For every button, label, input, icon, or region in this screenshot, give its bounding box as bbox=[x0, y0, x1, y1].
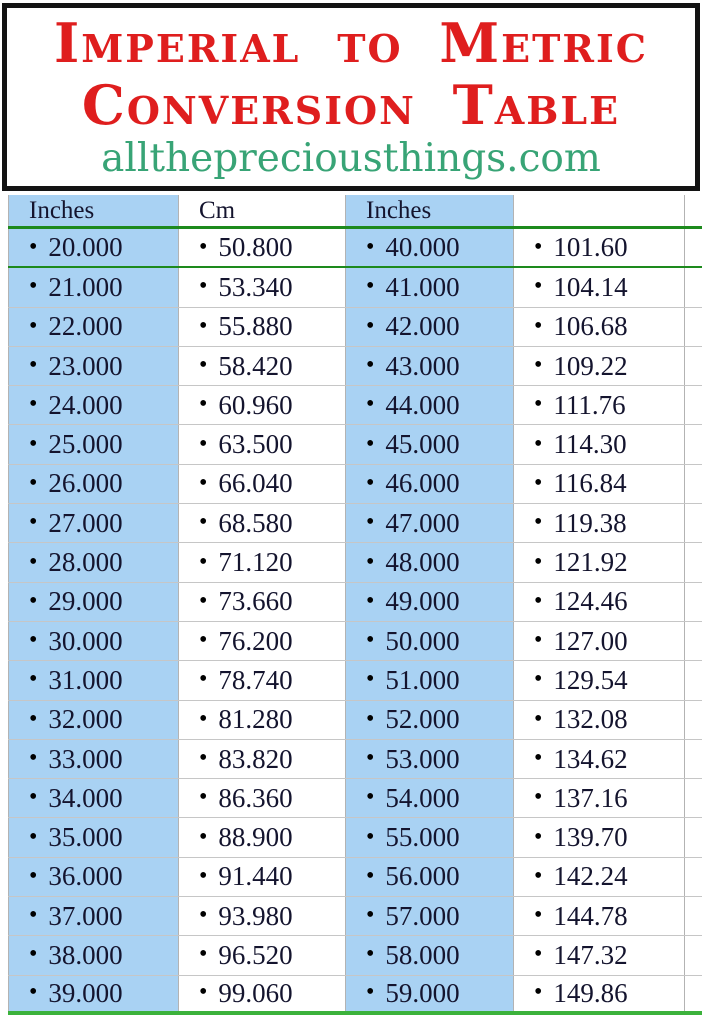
cm-cell-right bbox=[513, 897, 685, 935]
inches-cell-right bbox=[345, 701, 513, 739]
table-row bbox=[8, 543, 702, 582]
bullet-icon: • bbox=[534, 823, 543, 850]
bullet-icon: • bbox=[366, 509, 375, 536]
cm-value-left: 86.360 bbox=[218, 782, 293, 813]
conversion-table bbox=[0, 195, 702, 1015]
header-label-inches-2: Inches bbox=[366, 196, 432, 224]
page bbox=[0, 3, 702, 1024]
bullet-icon: • bbox=[199, 979, 208, 1006]
page-title-line1: Imperial to Metric bbox=[53, 11, 648, 75]
inches-value-right: 54.000 bbox=[385, 782, 460, 813]
row-filler bbox=[685, 425, 702, 463]
cm-cell-right bbox=[513, 936, 685, 974]
row-filler bbox=[685, 858, 702, 896]
bullet-icon: • bbox=[534, 784, 543, 811]
table-row bbox=[8, 622, 702, 661]
table-row bbox=[8, 268, 702, 307]
bullet-icon: • bbox=[366, 941, 375, 968]
cm-cell-left bbox=[178, 425, 345, 463]
table-row bbox=[8, 740, 702, 779]
cm-cell-right bbox=[513, 465, 685, 503]
inches-value-left: 28.000 bbox=[48, 547, 123, 578]
inches-cell-left bbox=[8, 661, 178, 699]
bullet-icon: • bbox=[366, 548, 375, 575]
table-row bbox=[8, 897, 702, 936]
cm-cell-left bbox=[178, 308, 345, 346]
header-label-cm-1: Cm bbox=[199, 196, 236, 224]
bullet-icon: • bbox=[29, 391, 38, 418]
inches-value-right: 42.000 bbox=[385, 311, 460, 342]
bullet-icon: • bbox=[534, 979, 543, 1006]
inches-value-right: 55.000 bbox=[385, 822, 460, 853]
row-filler bbox=[685, 936, 702, 974]
cm-value-left: 78.740 bbox=[218, 664, 293, 695]
bullet-icon: • bbox=[534, 548, 543, 575]
bullet-icon: • bbox=[29, 627, 38, 654]
inches-cell-left bbox=[8, 386, 178, 424]
inches-cell-right bbox=[345, 386, 513, 424]
cm-value-left: 55.880 bbox=[218, 311, 293, 342]
inches-value-right: 52.000 bbox=[385, 704, 460, 735]
cm-cell-left bbox=[178, 622, 345, 660]
row-filler bbox=[685, 268, 702, 306]
inches-cell-left bbox=[8, 701, 178, 739]
bullet-icon: • bbox=[199, 862, 208, 889]
cm-value-left: 76.200 bbox=[218, 625, 293, 656]
cm-value-left: 96.520 bbox=[218, 939, 293, 970]
table-row bbox=[8, 858, 702, 897]
bullet-icon: • bbox=[199, 233, 208, 260]
cm-cell-left bbox=[178, 504, 345, 542]
bullet-icon: • bbox=[366, 666, 375, 693]
cm-value-right: 114.30 bbox=[553, 429, 627, 460]
cm-cell-left bbox=[178, 818, 345, 856]
inches-value-right: 53.000 bbox=[385, 743, 460, 774]
row-filler bbox=[685, 504, 702, 542]
cm-value-left: 88.900 bbox=[218, 822, 293, 853]
cm-cell-right bbox=[513, 425, 685, 463]
bullet-icon: • bbox=[366, 273, 375, 300]
bullet-icon: • bbox=[29, 312, 38, 339]
bullet-icon: • bbox=[29, 784, 38, 811]
bullet-icon: • bbox=[366, 784, 375, 811]
table-row bbox=[8, 936, 702, 975]
bullet-icon: • bbox=[199, 902, 208, 929]
cm-value-right: 142.24 bbox=[553, 861, 628, 892]
inches-cell-right bbox=[345, 897, 513, 935]
bullet-icon: • bbox=[29, 548, 38, 575]
inches-cell-left bbox=[8, 740, 178, 778]
bullet-icon: • bbox=[29, 941, 38, 968]
inches-cell-left bbox=[8, 347, 178, 385]
inches-cell-right bbox=[345, 936, 513, 974]
conversion-table-body bbox=[8, 229, 702, 1015]
bullet-icon: • bbox=[29, 587, 38, 614]
row-filler bbox=[685, 543, 702, 581]
inches-cell-right bbox=[345, 347, 513, 385]
title-box bbox=[2, 3, 700, 191]
cm-cell-right bbox=[513, 740, 685, 778]
site-url: allthepreciousthings.com bbox=[101, 136, 601, 181]
bullet-icon: • bbox=[534, 587, 543, 614]
inches-value-left: 30.000 bbox=[48, 625, 123, 656]
cm-cell-left bbox=[178, 268, 345, 306]
table-row bbox=[8, 465, 702, 504]
table-row bbox=[8, 229, 702, 268]
bullet-icon: • bbox=[366, 469, 375, 496]
cm-value-right: 119.38 bbox=[553, 507, 627, 538]
bullet-icon: • bbox=[199, 823, 208, 850]
inches-cell-right bbox=[345, 740, 513, 778]
inches-cell-left bbox=[8, 622, 178, 660]
cm-cell-right bbox=[513, 976, 685, 1011]
cm-cell-right bbox=[513, 779, 685, 817]
bullet-icon: • bbox=[534, 430, 543, 457]
inches-value-right: 40.000 bbox=[385, 232, 460, 263]
inches-cell-left bbox=[8, 504, 178, 542]
inches-value-right: 59.000 bbox=[385, 977, 460, 1008]
inches-value-right: 56.000 bbox=[385, 861, 460, 892]
table-row bbox=[8, 386, 702, 425]
table-row bbox=[8, 308, 702, 347]
inches-value-left: 38.000 bbox=[48, 939, 123, 970]
bullet-icon: • bbox=[534, 902, 543, 929]
table-row bbox=[8, 661, 702, 700]
bullet-icon: • bbox=[199, 391, 208, 418]
cm-value-right: 109.22 bbox=[553, 350, 628, 381]
bullet-icon: • bbox=[366, 312, 375, 339]
cm-cell-right bbox=[513, 818, 685, 856]
header-cell-inches-2 bbox=[345, 195, 513, 226]
inches-value-left: 37.000 bbox=[48, 900, 123, 931]
cm-value-left: 83.820 bbox=[218, 743, 293, 774]
cm-value-right: 124.46 bbox=[553, 586, 628, 617]
row-filler bbox=[685, 308, 702, 346]
inches-cell-left bbox=[8, 858, 178, 896]
cm-value-left: 60.960 bbox=[218, 389, 293, 420]
row-filler bbox=[685, 897, 702, 935]
inches-value-left: 22.000 bbox=[48, 311, 123, 342]
bullet-icon: • bbox=[366, 979, 375, 1006]
cm-value-right: 139.70 bbox=[553, 822, 628, 853]
inches-cell-right bbox=[345, 779, 513, 817]
cm-value-left: 66.040 bbox=[218, 468, 293, 499]
row-filler bbox=[685, 347, 702, 385]
row-filler bbox=[685, 583, 702, 621]
bullet-icon: • bbox=[29, 902, 38, 929]
bullet-icon: • bbox=[29, 469, 38, 496]
cm-value-left: 58.420 bbox=[218, 350, 293, 381]
inches-value-left: 39.000 bbox=[48, 977, 123, 1008]
cm-value-right: 121.92 bbox=[553, 547, 628, 578]
inches-cell-right bbox=[345, 425, 513, 463]
inches-value-right: 50.000 bbox=[385, 625, 460, 656]
bullet-icon: • bbox=[366, 430, 375, 457]
bullet-icon: • bbox=[534, 469, 543, 496]
inches-value-right: 45.000 bbox=[385, 429, 460, 460]
bullet-icon: • bbox=[199, 784, 208, 811]
inches-cell-right bbox=[345, 229, 513, 266]
cm-cell-right bbox=[513, 268, 685, 306]
cm-cell-left bbox=[178, 347, 345, 385]
bullet-icon: • bbox=[29, 745, 38, 771]
inches-value-left: 34.000 bbox=[48, 782, 123, 813]
bullet-icon: • bbox=[534, 352, 543, 379]
inches-cell-right bbox=[345, 583, 513, 621]
inches-cell-left bbox=[8, 308, 178, 346]
bullet-icon: • bbox=[366, 705, 375, 732]
table-row bbox=[8, 779, 702, 818]
inches-value-left: 31.000 bbox=[48, 664, 123, 695]
cm-cell-left bbox=[178, 976, 345, 1011]
cm-cell-right bbox=[513, 701, 685, 739]
cm-cell-right bbox=[513, 347, 685, 385]
inches-value-right: 57.000 bbox=[385, 900, 460, 931]
table-header-row bbox=[8, 195, 702, 229]
cm-cell-left bbox=[178, 740, 345, 778]
bullet-icon: • bbox=[199, 587, 208, 614]
inches-value-left: 33.000 bbox=[48, 743, 123, 774]
bullet-icon: • bbox=[534, 273, 543, 300]
inches-value-left: 25.000 bbox=[48, 429, 123, 460]
cm-value-left: 50.800 bbox=[218, 232, 293, 263]
header-cell-cm-2 bbox=[513, 195, 685, 226]
bullet-icon: • bbox=[366, 823, 375, 850]
cm-value-right: 132.08 bbox=[553, 704, 628, 735]
cm-cell-left bbox=[178, 897, 345, 935]
cm-value-right: 144.78 bbox=[553, 900, 628, 931]
cm-value-right: 101.60 bbox=[553, 232, 628, 263]
cm-value-right: 149.86 bbox=[553, 977, 628, 1008]
inches-value-right: 48.000 bbox=[385, 547, 460, 578]
bullet-icon: • bbox=[534, 509, 543, 536]
cm-value-left: 71.120 bbox=[218, 547, 293, 578]
bullet-icon: • bbox=[534, 666, 543, 693]
inches-value-left: 21.000 bbox=[48, 271, 123, 302]
cm-value-left: 63.500 bbox=[218, 429, 293, 460]
cm-cell-right bbox=[513, 661, 685, 699]
row-filler bbox=[685, 229, 702, 266]
inches-cell-left bbox=[8, 897, 178, 935]
inches-cell-right bbox=[345, 543, 513, 581]
cm-cell-right bbox=[513, 622, 685, 660]
bullet-icon: • bbox=[199, 745, 208, 771]
bullet-icon: • bbox=[199, 430, 208, 457]
bullet-icon: • bbox=[199, 312, 208, 339]
inches-value-right: 58.000 bbox=[385, 939, 460, 970]
page-title-line2: Conversion Table bbox=[81, 73, 621, 137]
cm-value-right: 134.62 bbox=[553, 743, 628, 774]
inches-value-left: 35.000 bbox=[48, 822, 123, 853]
inches-value-left: 20.000 bbox=[48, 232, 123, 263]
bullet-icon: • bbox=[534, 705, 543, 732]
inches-cell-right bbox=[345, 465, 513, 503]
inches-cell-right bbox=[345, 818, 513, 856]
row-filler bbox=[685, 661, 702, 699]
bullet-icon: • bbox=[534, 391, 543, 418]
inches-value-left: 29.000 bbox=[48, 586, 123, 617]
bullet-icon: • bbox=[199, 941, 208, 968]
bullet-icon: • bbox=[534, 233, 543, 260]
cm-cell-left bbox=[178, 386, 345, 424]
cm-value-left: 91.440 bbox=[218, 861, 293, 892]
cm-cell-right bbox=[513, 858, 685, 896]
cm-cell-left bbox=[178, 465, 345, 503]
cm-cell-right bbox=[513, 229, 685, 266]
inches-cell-left bbox=[8, 779, 178, 817]
bullet-icon: • bbox=[199, 627, 208, 654]
bullet-icon: • bbox=[534, 312, 543, 339]
cm-cell-right bbox=[513, 543, 685, 581]
row-filler bbox=[685, 386, 702, 424]
inches-value-left: 26.000 bbox=[48, 468, 123, 499]
bullet-icon: • bbox=[366, 587, 375, 614]
cm-value-left: 81.280 bbox=[218, 704, 293, 735]
table-row bbox=[8, 583, 702, 622]
inches-value-left: 24.000 bbox=[48, 389, 123, 420]
table-row bbox=[8, 701, 702, 740]
bullet-icon: • bbox=[199, 352, 208, 379]
inches-cell-right bbox=[345, 858, 513, 896]
bullet-icon: • bbox=[366, 233, 375, 260]
cm-value-left: 68.580 bbox=[218, 507, 293, 538]
bullet-icon: • bbox=[199, 548, 208, 575]
bullet-icon: • bbox=[534, 627, 543, 654]
bullet-icon: • bbox=[366, 862, 375, 889]
header-label-inches-1: Inches bbox=[29, 196, 95, 224]
bullet-icon: • bbox=[29, 233, 38, 260]
inches-cell-left bbox=[8, 229, 178, 266]
bullet-icon: • bbox=[29, 823, 38, 850]
cm-cell-left bbox=[178, 229, 345, 266]
bullet-icon: • bbox=[29, 862, 38, 889]
cm-value-left: 99.060 bbox=[218, 977, 293, 1008]
cm-value-right: 147.32 bbox=[553, 939, 628, 970]
bullet-icon: • bbox=[29, 666, 38, 693]
inches-cell-left bbox=[8, 976, 178, 1011]
bullet-icon: • bbox=[199, 509, 208, 536]
inches-value-right: 49.000 bbox=[385, 586, 460, 617]
cm-value-left: 73.660 bbox=[218, 586, 293, 617]
inches-value-left: 23.000 bbox=[48, 350, 123, 381]
inches-cell-left bbox=[8, 465, 178, 503]
inches-cell-left bbox=[8, 583, 178, 621]
bullet-icon: • bbox=[199, 273, 208, 300]
cm-value-right: 127.00 bbox=[553, 625, 628, 656]
inches-value-left: 32.000 bbox=[48, 704, 123, 735]
cm-cell-left bbox=[178, 779, 345, 817]
cm-cell-left bbox=[178, 661, 345, 699]
row-filler bbox=[685, 818, 702, 856]
row-filler bbox=[685, 779, 702, 817]
inches-cell-right bbox=[345, 622, 513, 660]
bullet-icon: • bbox=[534, 862, 543, 889]
table-row bbox=[8, 347, 702, 386]
inches-cell-right bbox=[345, 504, 513, 542]
bullet-icon: • bbox=[29, 273, 38, 300]
bullet-icon: • bbox=[29, 352, 38, 379]
inches-cell-left bbox=[8, 268, 178, 306]
inches-cell-left bbox=[8, 543, 178, 581]
inches-value-left: 36.000 bbox=[48, 861, 123, 892]
cm-value-left: 93.980 bbox=[218, 900, 293, 931]
cm-value-right: 104.14 bbox=[553, 271, 628, 302]
table-row bbox=[8, 818, 702, 857]
cm-value-right: 116.84 bbox=[553, 468, 627, 499]
cm-cell-right bbox=[513, 308, 685, 346]
row-filler bbox=[685, 701, 702, 739]
inches-cell-left bbox=[8, 818, 178, 856]
bullet-icon: • bbox=[366, 391, 375, 418]
row-filler bbox=[685, 740, 702, 778]
cm-cell-right bbox=[513, 504, 685, 542]
table-row bbox=[8, 425, 702, 464]
inches-value-right: 51.000 bbox=[385, 664, 460, 695]
cm-value-right: 106.68 bbox=[553, 311, 628, 342]
bullet-icon: • bbox=[199, 666, 208, 693]
bullet-icon: • bbox=[366, 627, 375, 654]
row-filler bbox=[685, 976, 702, 1011]
inches-value-right: 41.000 bbox=[385, 271, 460, 302]
cm-cell-left bbox=[178, 858, 345, 896]
inches-value-right: 43.000 bbox=[385, 350, 460, 381]
bullet-icon: • bbox=[29, 430, 38, 457]
header-filler bbox=[685, 195, 702, 226]
row-filler bbox=[685, 622, 702, 660]
inches-cell-right bbox=[345, 976, 513, 1011]
inches-cell-right bbox=[345, 661, 513, 699]
inches-cell-right bbox=[345, 268, 513, 306]
row-filler bbox=[685, 465, 702, 503]
inches-value-left: 27.000 bbox=[48, 507, 123, 538]
inches-cell-right bbox=[345, 308, 513, 346]
bullet-icon: • bbox=[199, 469, 208, 496]
bullet-icon: • bbox=[29, 705, 38, 732]
table-row bbox=[8, 504, 702, 543]
cm-value-left: 53.340 bbox=[218, 271, 293, 302]
inches-cell-left bbox=[8, 936, 178, 974]
cm-cell-right bbox=[513, 583, 685, 621]
bullet-icon: • bbox=[534, 745, 543, 771]
inches-value-right: 46.000 bbox=[385, 468, 460, 499]
cm-value-right: 129.54 bbox=[553, 664, 628, 695]
inches-value-right: 47.000 bbox=[385, 507, 460, 538]
inches-value-right: 44.000 bbox=[385, 389, 460, 420]
bullet-icon: • bbox=[366, 352, 375, 379]
bullet-icon: • bbox=[366, 902, 375, 929]
header-cell-cm-1 bbox=[178, 195, 345, 226]
cm-cell-left bbox=[178, 543, 345, 581]
cm-cell-left bbox=[178, 936, 345, 974]
bullet-icon: • bbox=[29, 979, 38, 1006]
cm-cell-left bbox=[178, 583, 345, 621]
bullet-icon: • bbox=[29, 509, 38, 536]
header-cell-inches-1 bbox=[8, 195, 178, 226]
bullet-icon: • bbox=[534, 941, 543, 968]
cm-cell-left bbox=[178, 701, 345, 739]
inches-cell-left bbox=[8, 425, 178, 463]
table-row bbox=[8, 976, 702, 1015]
bullet-icon: • bbox=[366, 745, 375, 771]
cm-value-right: 137.16 bbox=[553, 782, 628, 813]
cm-cell-right bbox=[513, 386, 685, 424]
bullet-icon: • bbox=[199, 705, 208, 732]
cm-value-right: 111.76 bbox=[553, 389, 626, 420]
